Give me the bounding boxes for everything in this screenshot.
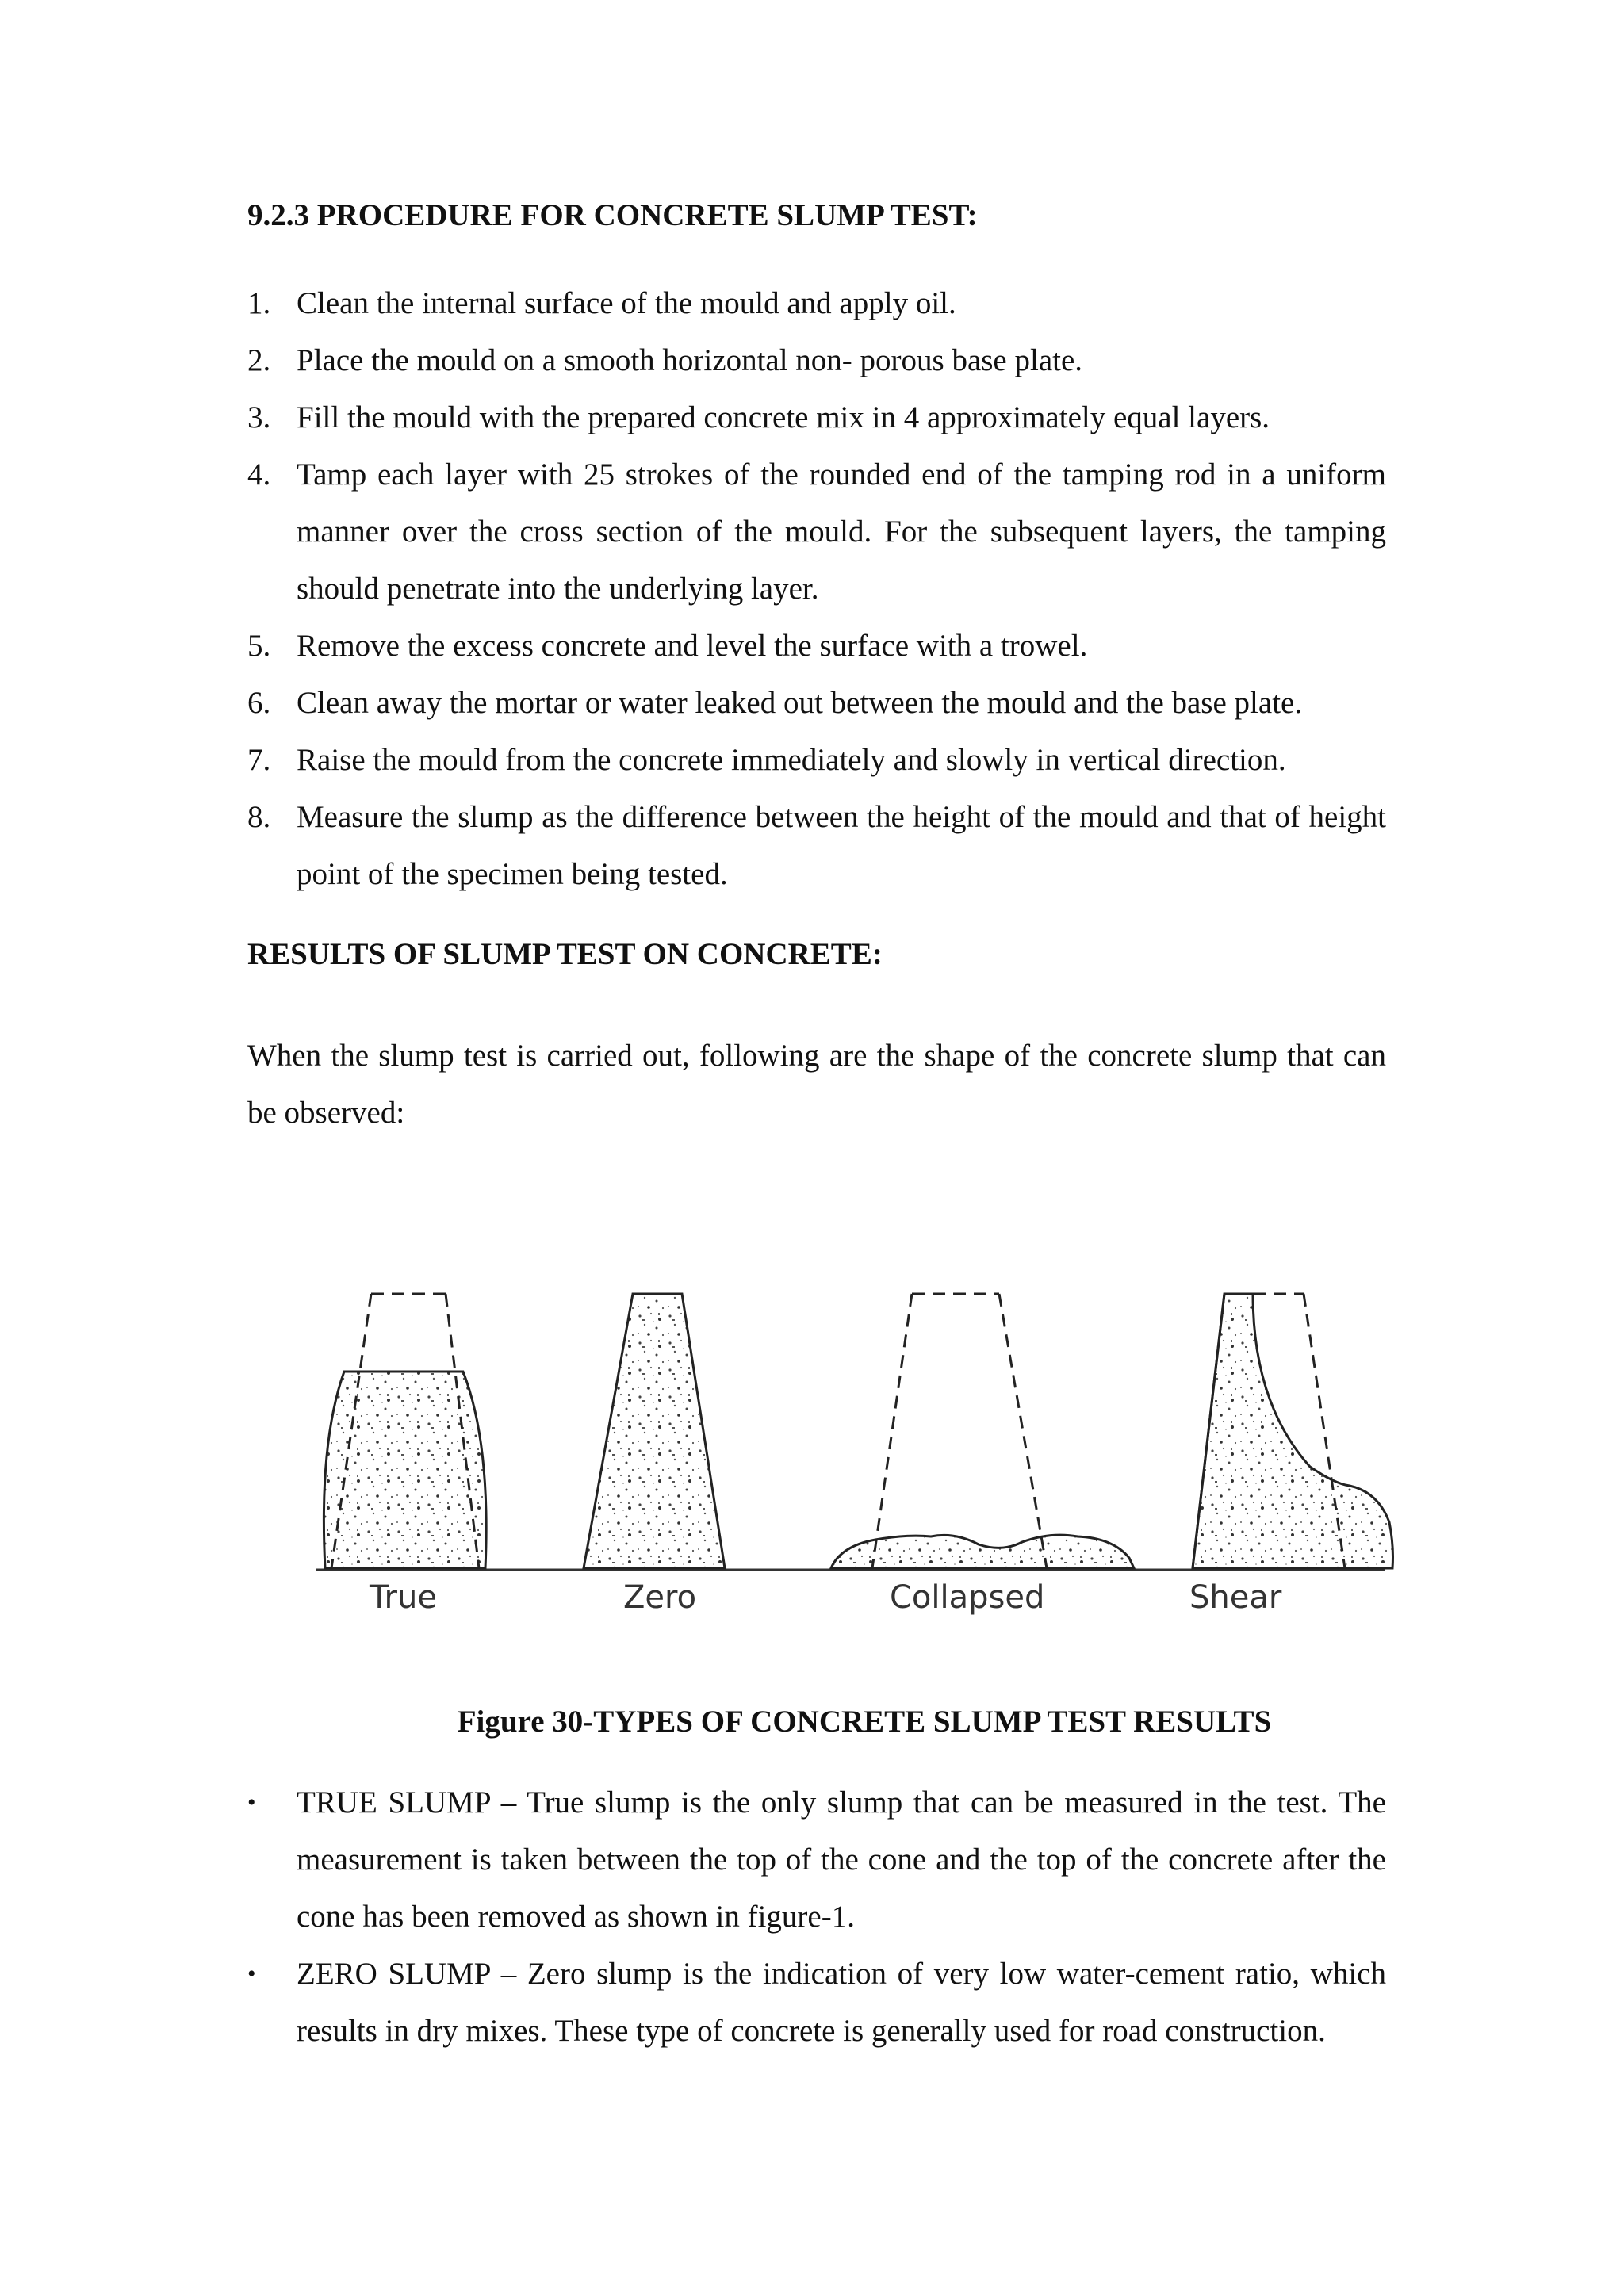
bullet-marker: • bbox=[247, 1961, 256, 1987]
shear-slump-shape bbox=[1193, 1294, 1393, 1568]
step-text: Measure the slump as the difference between the height of the mould and that of height point of the specimen being tested. bbox=[297, 800, 1386, 891]
step-text: Tamp each layer with 25 strokes of the rounded end of the tamping rod in a uniform manner over the cross section of the mould. For the subsequent layers, the tamping should penetrate into the underlying layer. bbox=[297, 457, 1386, 606]
step-text: Remove the excess concrete and level the surface with a trowel. bbox=[297, 629, 1088, 663]
step-number: 4. bbox=[247, 457, 271, 492]
step-number: 8. bbox=[247, 800, 271, 834]
figure-label-shear: Shear bbox=[1189, 1579, 1282, 1616]
collapsed-slump-shape bbox=[831, 1294, 1134, 1568]
figure-caption: Figure 30-TYPES OF CONCRETE SLUMP TEST RESULTS bbox=[457, 1705, 1272, 1739]
procedure-step bbox=[247, 618, 1386, 675]
procedure-step bbox=[247, 275, 1386, 332]
step-text: Raise the mould from the concrete immediately and slowly in vertical direction. bbox=[297, 743, 1286, 777]
step-number: 1. bbox=[247, 286, 271, 320]
step-text: Clean the internal surface of the mould and apply oil. bbox=[297, 286, 956, 320]
figure-label-collapsed: Collapsed bbox=[890, 1579, 1045, 1616]
figure-label-true: True bbox=[370, 1579, 437, 1616]
step-number: 7. bbox=[247, 743, 271, 777]
slump-types-figure bbox=[304, 1284, 1396, 1641]
results-heading: RESULTS OF SLUMP TEST ON CONCRETE: bbox=[247, 937, 883, 971]
step-number: 6. bbox=[247, 686, 271, 720]
procedure-step bbox=[247, 446, 1386, 618]
bullet-text: TRUE SLUMP – True slump is the only slump that can be measured in the test. The measurement is taken between the top of the cone and the top of the concrete after the cone has been removed as shown in figure-1. bbox=[297, 1785, 1386, 1934]
procedure-step bbox=[247, 332, 1386, 389]
bullet-text: ZERO SLUMP – Zero slump is the indication of very low water-cement ratio, which results in dry mixes. These type of concrete is generally used for road construction. bbox=[297, 1957, 1386, 2048]
procedure-step bbox=[247, 789, 1386, 903]
step-number: 2. bbox=[247, 343, 271, 377]
true-slump-shape bbox=[324, 1292, 486, 1568]
results-intro: When the slump test is carried out, following are the shape of the concrete slump that can be observed: bbox=[247, 1039, 1386, 1130]
procedure-list bbox=[247, 275, 1386, 903]
results-bullet-list bbox=[247, 1774, 1386, 2060]
procedure-step bbox=[247, 389, 1386, 446]
procedure-step bbox=[247, 675, 1386, 732]
zero-slump-shape bbox=[584, 1294, 725, 1568]
step-text: Clean away the mortar or water leaked out between the mould and the base plate. bbox=[297, 686, 1303, 720]
bullet-item bbox=[247, 1946, 1386, 2060]
step-text: Place the mould on a smooth horizontal non- porous base plate. bbox=[297, 343, 1083, 377]
procedure-step bbox=[247, 732, 1386, 789]
section-heading: 9.2.3 PROCEDURE FOR CONCRETE SLUMP TEST: bbox=[247, 198, 978, 232]
step-text: Fill the mould with the prepared concrete mix in 4 approximately equal layers. bbox=[297, 400, 1270, 434]
bullet-item bbox=[247, 1774, 1386, 1946]
bullet-marker: • bbox=[247, 1789, 256, 1816]
step-number: 5. bbox=[247, 629, 271, 663]
step-number: 3. bbox=[247, 400, 271, 434]
figure-label-zero: Zero bbox=[623, 1579, 697, 1616]
